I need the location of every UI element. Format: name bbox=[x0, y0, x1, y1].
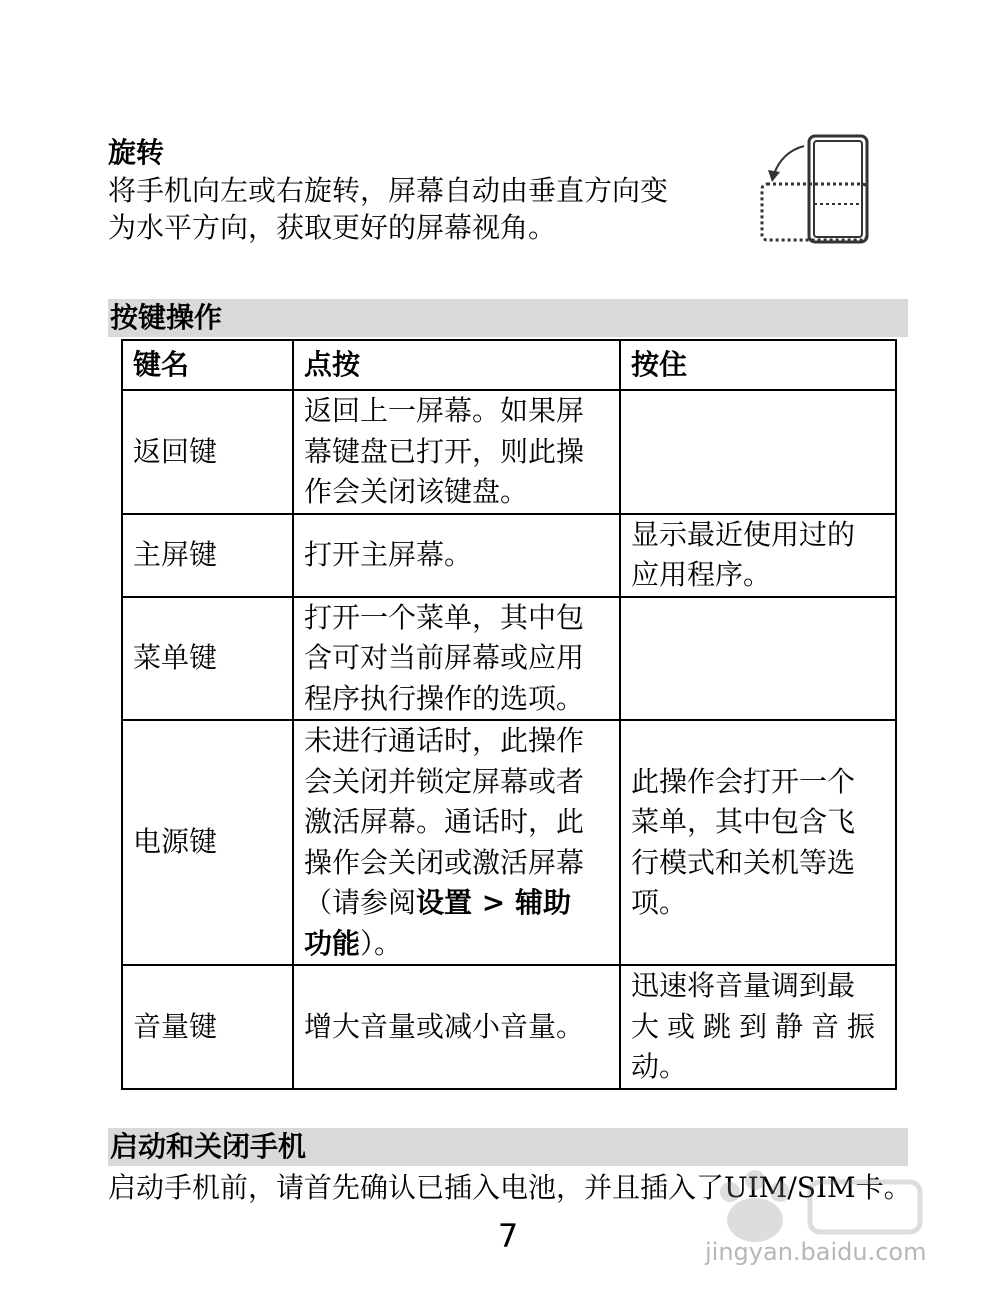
hold-power-line: 项。 bbox=[631, 886, 688, 919]
tap-power-line: 操作会关闭或激活屏幕 bbox=[304, 845, 585, 879]
ref-accessibility: 功能 bbox=[304, 926, 361, 960]
header-tap: 点按 bbox=[293, 340, 620, 390]
key-operations-table bbox=[121, 339, 897, 1090]
rotate-phone-icon bbox=[754, 134, 874, 246]
header-hold: 按住 bbox=[620, 340, 896, 390]
startup-description: 启动手机前，请首先确认已插入电池，并且插入了UIM/SIM卡。 bbox=[108, 1171, 912, 1204]
hold-power-line: 此操作会打开一个 bbox=[631, 764, 856, 798]
hold-home bbox=[620, 514, 896, 597]
table-header-row bbox=[122, 340, 896, 390]
rotate-desc-line1: 将手机向左或右旋转，屏幕自动由垂直方向变 bbox=[108, 174, 669, 207]
rotate-desc-line2: 为水平方向，获取更好的屏幕视角。 bbox=[108, 211, 557, 244]
tap-back-line: 返回上一屏幕。如果屏 bbox=[304, 394, 585, 427]
key-name-home: 主屏键 bbox=[122, 514, 293, 597]
tap-menu-line: 打开一个菜单，其中包 bbox=[304, 600, 585, 634]
page-number: 7 bbox=[497, 1217, 519, 1255]
section-header-startup: 启动和关闭手机 bbox=[108, 1128, 908, 1166]
tap-menu-line: 程序执行操作的选项。 bbox=[304, 681, 585, 715]
tap-power-line: 激活屏幕。通话时，此 bbox=[304, 805, 585, 838]
tap-back-line: 幕键盘已打开，则此操 bbox=[304, 434, 585, 468]
tap-power-line: 会关闭并锁定屏幕或者 bbox=[304, 764, 585, 798]
key-name-back: 返回键 bbox=[122, 390, 293, 514]
table-row bbox=[122, 965, 896, 1089]
hold-power-line: 菜单，其中包含飞 bbox=[631, 805, 856, 838]
table-row bbox=[122, 390, 896, 514]
tap-menu-line: 含可对当前屏幕或应用 bbox=[304, 641, 585, 674]
table-row bbox=[122, 514, 896, 597]
table-row bbox=[122, 597, 896, 721]
tap-power bbox=[293, 720, 620, 965]
hold-back bbox=[620, 390, 896, 514]
ref-suffix: ）。 bbox=[360, 926, 403, 960]
ref-settings-path: 设置 > 辅助 bbox=[416, 886, 571, 919]
hold-volume-line: 大或跳到静音振 bbox=[631, 1009, 884, 1043]
hold-volume-line: 迅速将音量调到最 bbox=[631, 969, 856, 1002]
rotate-heading: 旋转 bbox=[108, 136, 165, 169]
hold-power bbox=[620, 720, 896, 965]
tap-back-line: 作会关闭该键盘。 bbox=[304, 475, 529, 508]
hold-volume-line: 动。 bbox=[631, 1050, 688, 1083]
hold-menu bbox=[620, 597, 896, 721]
rotate-description bbox=[108, 172, 728, 246]
header-key-name: 键名 bbox=[122, 340, 293, 390]
key-name-menu: 菜单键 bbox=[122, 597, 293, 721]
ref-prefix: （请参阅 bbox=[304, 886, 417, 919]
hold-power-line: 行模式和关机等选 bbox=[631, 845, 856, 879]
hold-volume bbox=[620, 965, 896, 1089]
key-name-volume: 音量键 bbox=[122, 965, 293, 1089]
tap-menu bbox=[293, 597, 620, 721]
hold-home-line: 应用程序。 bbox=[631, 558, 772, 591]
table-row bbox=[122, 720, 896, 965]
key-name-power: 电源键 bbox=[122, 720, 293, 965]
tap-power-reference bbox=[304, 883, 609, 924]
tap-back bbox=[293, 390, 620, 514]
section-header-key-operations: 按键操作 bbox=[108, 299, 908, 337]
watermark-url: jingyan.baidu.com bbox=[705, 1238, 927, 1266]
tap-volume: 增大音量或减小音量。 bbox=[293, 965, 620, 1089]
tap-power-reference-end bbox=[304, 924, 609, 965]
tap-power-line: 未进行通话时，此操作 bbox=[304, 724, 585, 757]
hold-home-line: 显示最近使用过的 bbox=[631, 517, 856, 551]
tap-home: 打开主屏幕。 bbox=[293, 514, 620, 597]
